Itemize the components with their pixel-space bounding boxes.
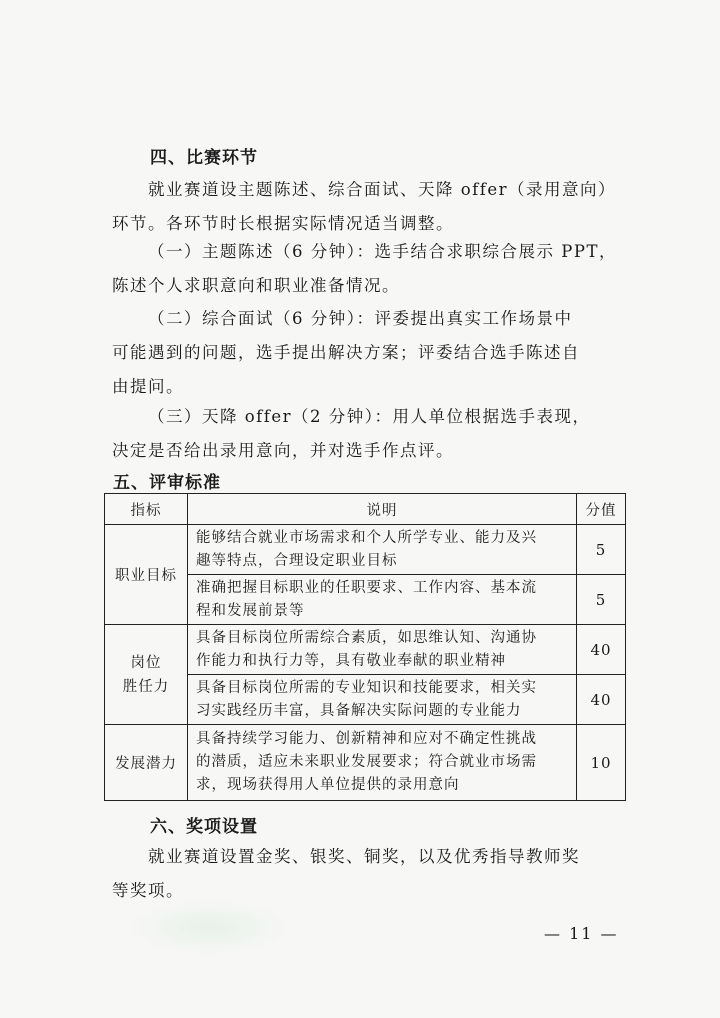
- row-description: [188, 625, 577, 675]
- row-description: [188, 525, 577, 575]
- section6-text: [112, 840, 626, 908]
- desc-line: 能够结合就业市场需求和个人所学专业、能力及兴: [196, 529, 537, 546]
- desc-line: 具备目标岗位所需综合素质，如思维认知、沟通协: [196, 629, 537, 646]
- row-description: [188, 575, 577, 625]
- row-score: 5: [577, 575, 626, 625]
- indicator-line: 岗位: [130, 654, 162, 671]
- section6-heading: 六、奖项设置: [150, 817, 258, 837]
- section4-item3: [112, 400, 626, 468]
- item2-line-3: 由提问。: [112, 377, 184, 396]
- awards-line-1: 就业赛道设置金奖、银奖、铜奖，以及优秀指导教师奖: [148, 847, 580, 866]
- indicator-line: 胜任力: [122, 678, 170, 695]
- row-description: [188, 725, 577, 801]
- table-row: [105, 525, 626, 575]
- item2-line-2: 可能遇到的问题，选手提出解决方案；评委结合选手陈述自: [112, 343, 580, 362]
- desc-line: 作能力和执行力等，具有敬业奉献的职业精神: [196, 652, 506, 669]
- row-score: 10: [577, 725, 626, 801]
- section4-intro: [112, 173, 626, 241]
- section5-heading: 五、评审标准: [113, 473, 221, 493]
- awards-line-2: 等奖项。: [112, 881, 184, 900]
- indicator-potential: 发展潜力: [105, 725, 188, 801]
- item1-line-2: 陈述个人求职意向和职业准备情况。: [112, 276, 400, 295]
- table-row: [105, 625, 626, 675]
- header-description: 说明: [188, 494, 577, 525]
- section4-item1: [112, 235, 626, 303]
- item3-line-1: （三）天降 offer（2 分钟）：用人单位根据选手表现，: [148, 407, 591, 426]
- scan-smudge: [130, 900, 290, 955]
- header-indicator: 指标: [105, 494, 188, 525]
- desc-line: 求，现场获得用人单位提供的录用意向: [196, 777, 460, 793]
- section4-heading: 四、比赛环节: [150, 148, 258, 168]
- table-row: [105, 725, 626, 801]
- row-score: 40: [577, 625, 626, 675]
- desc-line: 的潜质，适应未来职业发展要求；符合就业市场需: [196, 754, 537, 770]
- page-number: — 11 —: [544, 924, 619, 943]
- header-score: 分值: [577, 494, 626, 525]
- intro-line-2: 环节。各环节时长根据实际情况适当调整。: [112, 214, 454, 233]
- scoring-table: [104, 493, 626, 801]
- item3-line-2: 决定是否给出录用意向，并对选手作点评。: [112, 441, 454, 460]
- indicator-career-goal: 职业目标: [105, 525, 188, 625]
- section4-item2: [112, 302, 626, 404]
- desc-line: 具备持续学习能力、创新精神和应对不确定性挑战: [196, 731, 537, 747]
- desc-line: 程和发展前景等: [196, 602, 305, 619]
- item2-line-1: （二）综合面试（6 分钟）：评委提出真实工作场景中: [148, 309, 573, 328]
- row-description: [188, 675, 577, 725]
- row-score: 40: [577, 675, 626, 725]
- desc-line: 准确把握目标职业的任职要求、工作内容、基本流: [196, 579, 537, 596]
- item1-line-1: （一）主题陈述（6 分钟）：选手结合求职综合展示 PPT，: [148, 242, 617, 261]
- desc-line: 具备目标岗位所需的专业知识和技能要求，相关实: [196, 679, 537, 696]
- indicator-competency: [105, 625, 188, 725]
- intro-line-1: 就业赛道设主题陈述、综合面试、天降 offer（录用意向）: [148, 180, 617, 199]
- desc-line: 趣等特点，合理设定职业目标: [196, 552, 398, 569]
- desc-line: 习实践经历丰富，具备解决实际问题的专业能力: [196, 702, 522, 719]
- table-header-row: [105, 494, 626, 525]
- row-score: 5: [577, 525, 626, 575]
